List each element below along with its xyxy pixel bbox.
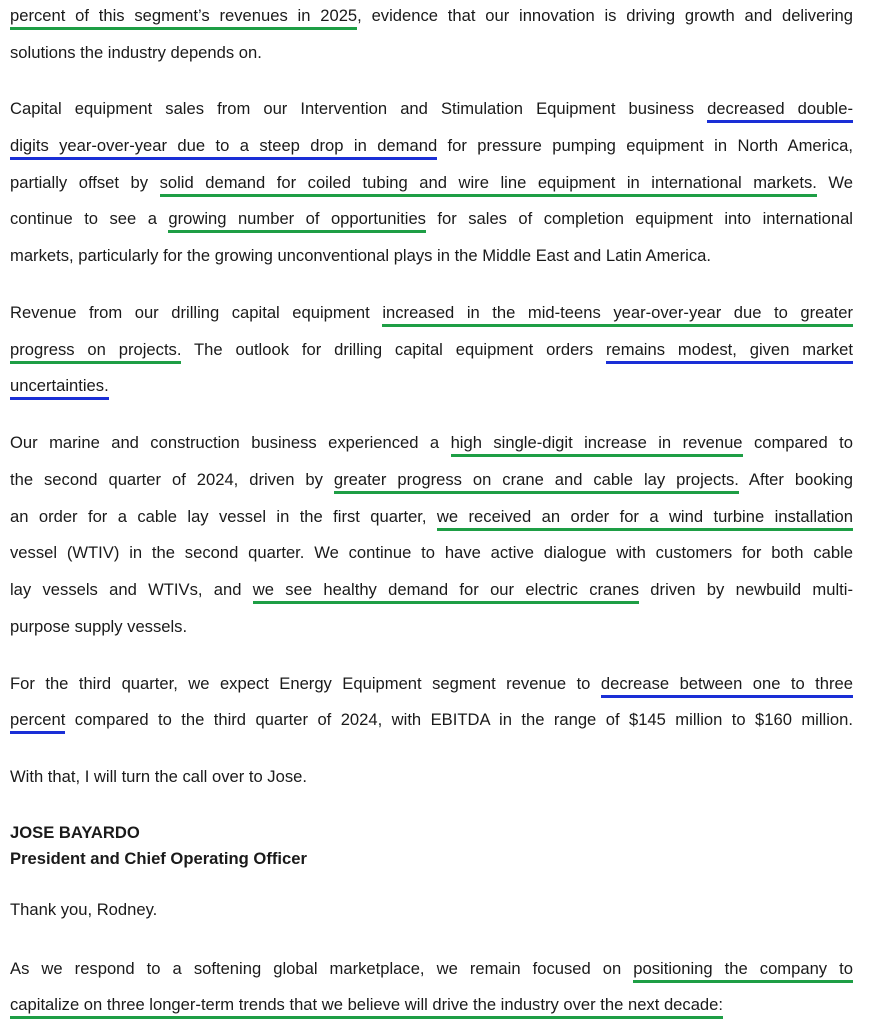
speaker-title: President and Chief Operating Officer [10,849,307,868]
highlight-green: capitalize on three longer-term trends that we believe will drive the industry over the next decade: [10,995,723,1019]
paragraph-2-line-1 [10,97,853,121]
paragraph-3-line-3 [10,374,109,398]
paragraph-2-line-3 [10,171,853,195]
text-span: compared to the third quarter of 2024, with EBITDA in the range of $145 million to $160 million. [65,710,853,729]
paragraph-1-line-1 [10,4,853,28]
highlight-blue: remains modest, given market [606,340,853,364]
highlight-green: percent of this segment’s revenues in 2025 [10,6,357,30]
paragraph-5-line-2 [10,708,853,732]
paragraph-2-line-2 [10,134,853,158]
paragraph-4-line-6: purpose supply vessels. [10,617,188,636]
highlight-blue: decreased double- [707,99,853,123]
highlight-green: greater progress on crane and cable lay projects. [334,470,739,494]
paragraph-4-line-1 [10,431,853,455]
text-span: For the third quarter, we expect Energy Equipment segment revenue to [10,674,601,693]
highlight-green: we see healthy demand for our electric cranes [253,580,639,604]
text-span: driven by newbuild multi- [639,580,853,599]
paragraph-2-line-5: markets, particularly for the growing unconventional plays in the Middle East and Latin America. [10,246,711,265]
text-span: The outlook for drilling capital equipment orders [181,340,606,359]
paragraph-5-line-1 [10,672,853,696]
text-span: for sales of completion equipment into international [425,209,853,228]
text-span: Capital equipment sales from our Intervention and Stimulation Equipment business [10,99,708,118]
highlight-blue: decrease between one to three [601,674,853,698]
text-span: compared to [742,433,854,452]
paragraph-2-line-4 [10,207,853,231]
paragraph-3-line-1 [10,301,853,325]
highlight-green: increased in the mid-teens year-over-year due to greater [382,303,853,327]
highlight-green: growing number of opportunities [168,209,426,233]
text-span: for pressure pumping equipment in North America, [437,136,853,155]
paragraph-4-line-3 [10,505,853,529]
paragraph-7: Thank you, Rodney. [10,900,158,919]
paragraph-3-line-2 [10,338,853,362]
highlight-blue: percent [10,710,65,734]
text-span: We [816,173,853,192]
text-span: lay vessels and WTIVs, and [10,580,253,599]
paragraph-4-line-5 [10,578,853,602]
text-span: an order for a cable lay vessel in the first quarter, [10,507,437,526]
highlight-green: progress on projects. [10,340,181,364]
paragraph-6: With that, I will turn the call over to Jose. [10,767,307,786]
text-span: Revenue from our drilling capital equipment [10,303,383,322]
highlight-green: we received an order for a wind turbine installation [437,507,853,531]
text-span: After booking [738,470,854,489]
paragraph-8-line-1 [10,957,853,981]
text-span: Our marine and construction business experienced a [10,433,451,452]
paragraph-4-line-2 [10,468,853,492]
highlight-green: solid demand for coiled tubing and wire line equipment in international markets. [160,173,817,197]
text-span: As we respond to a softening global marketplace, we remain focused on [10,959,634,978]
paragraph-8-line-2 [10,993,723,1017]
text-span: , evidence that our innovation is driving growth and delivering [357,6,853,25]
highlight-blue: uncertainties. [10,376,109,400]
text-span: the second quarter of 2024, driven by [10,470,334,489]
paragraph-1-line-2: solutions the industry depends on. [10,43,262,62]
highlight-blue: digits year-over-year due to a steep drop in demand [10,136,437,160]
speaker-name: JOSE BAYARDO [10,823,140,842]
text-span: continue to see a [10,209,169,228]
text-span: partially offset by [10,173,160,192]
paragraph-4-line-4: vessel (WTIV) in the second quarter. We continue to have active dialogue with customers for both cable [10,543,853,562]
highlight-green: positioning the company to [633,959,853,983]
highlight-green: high single-digit increase in revenue [451,433,743,457]
